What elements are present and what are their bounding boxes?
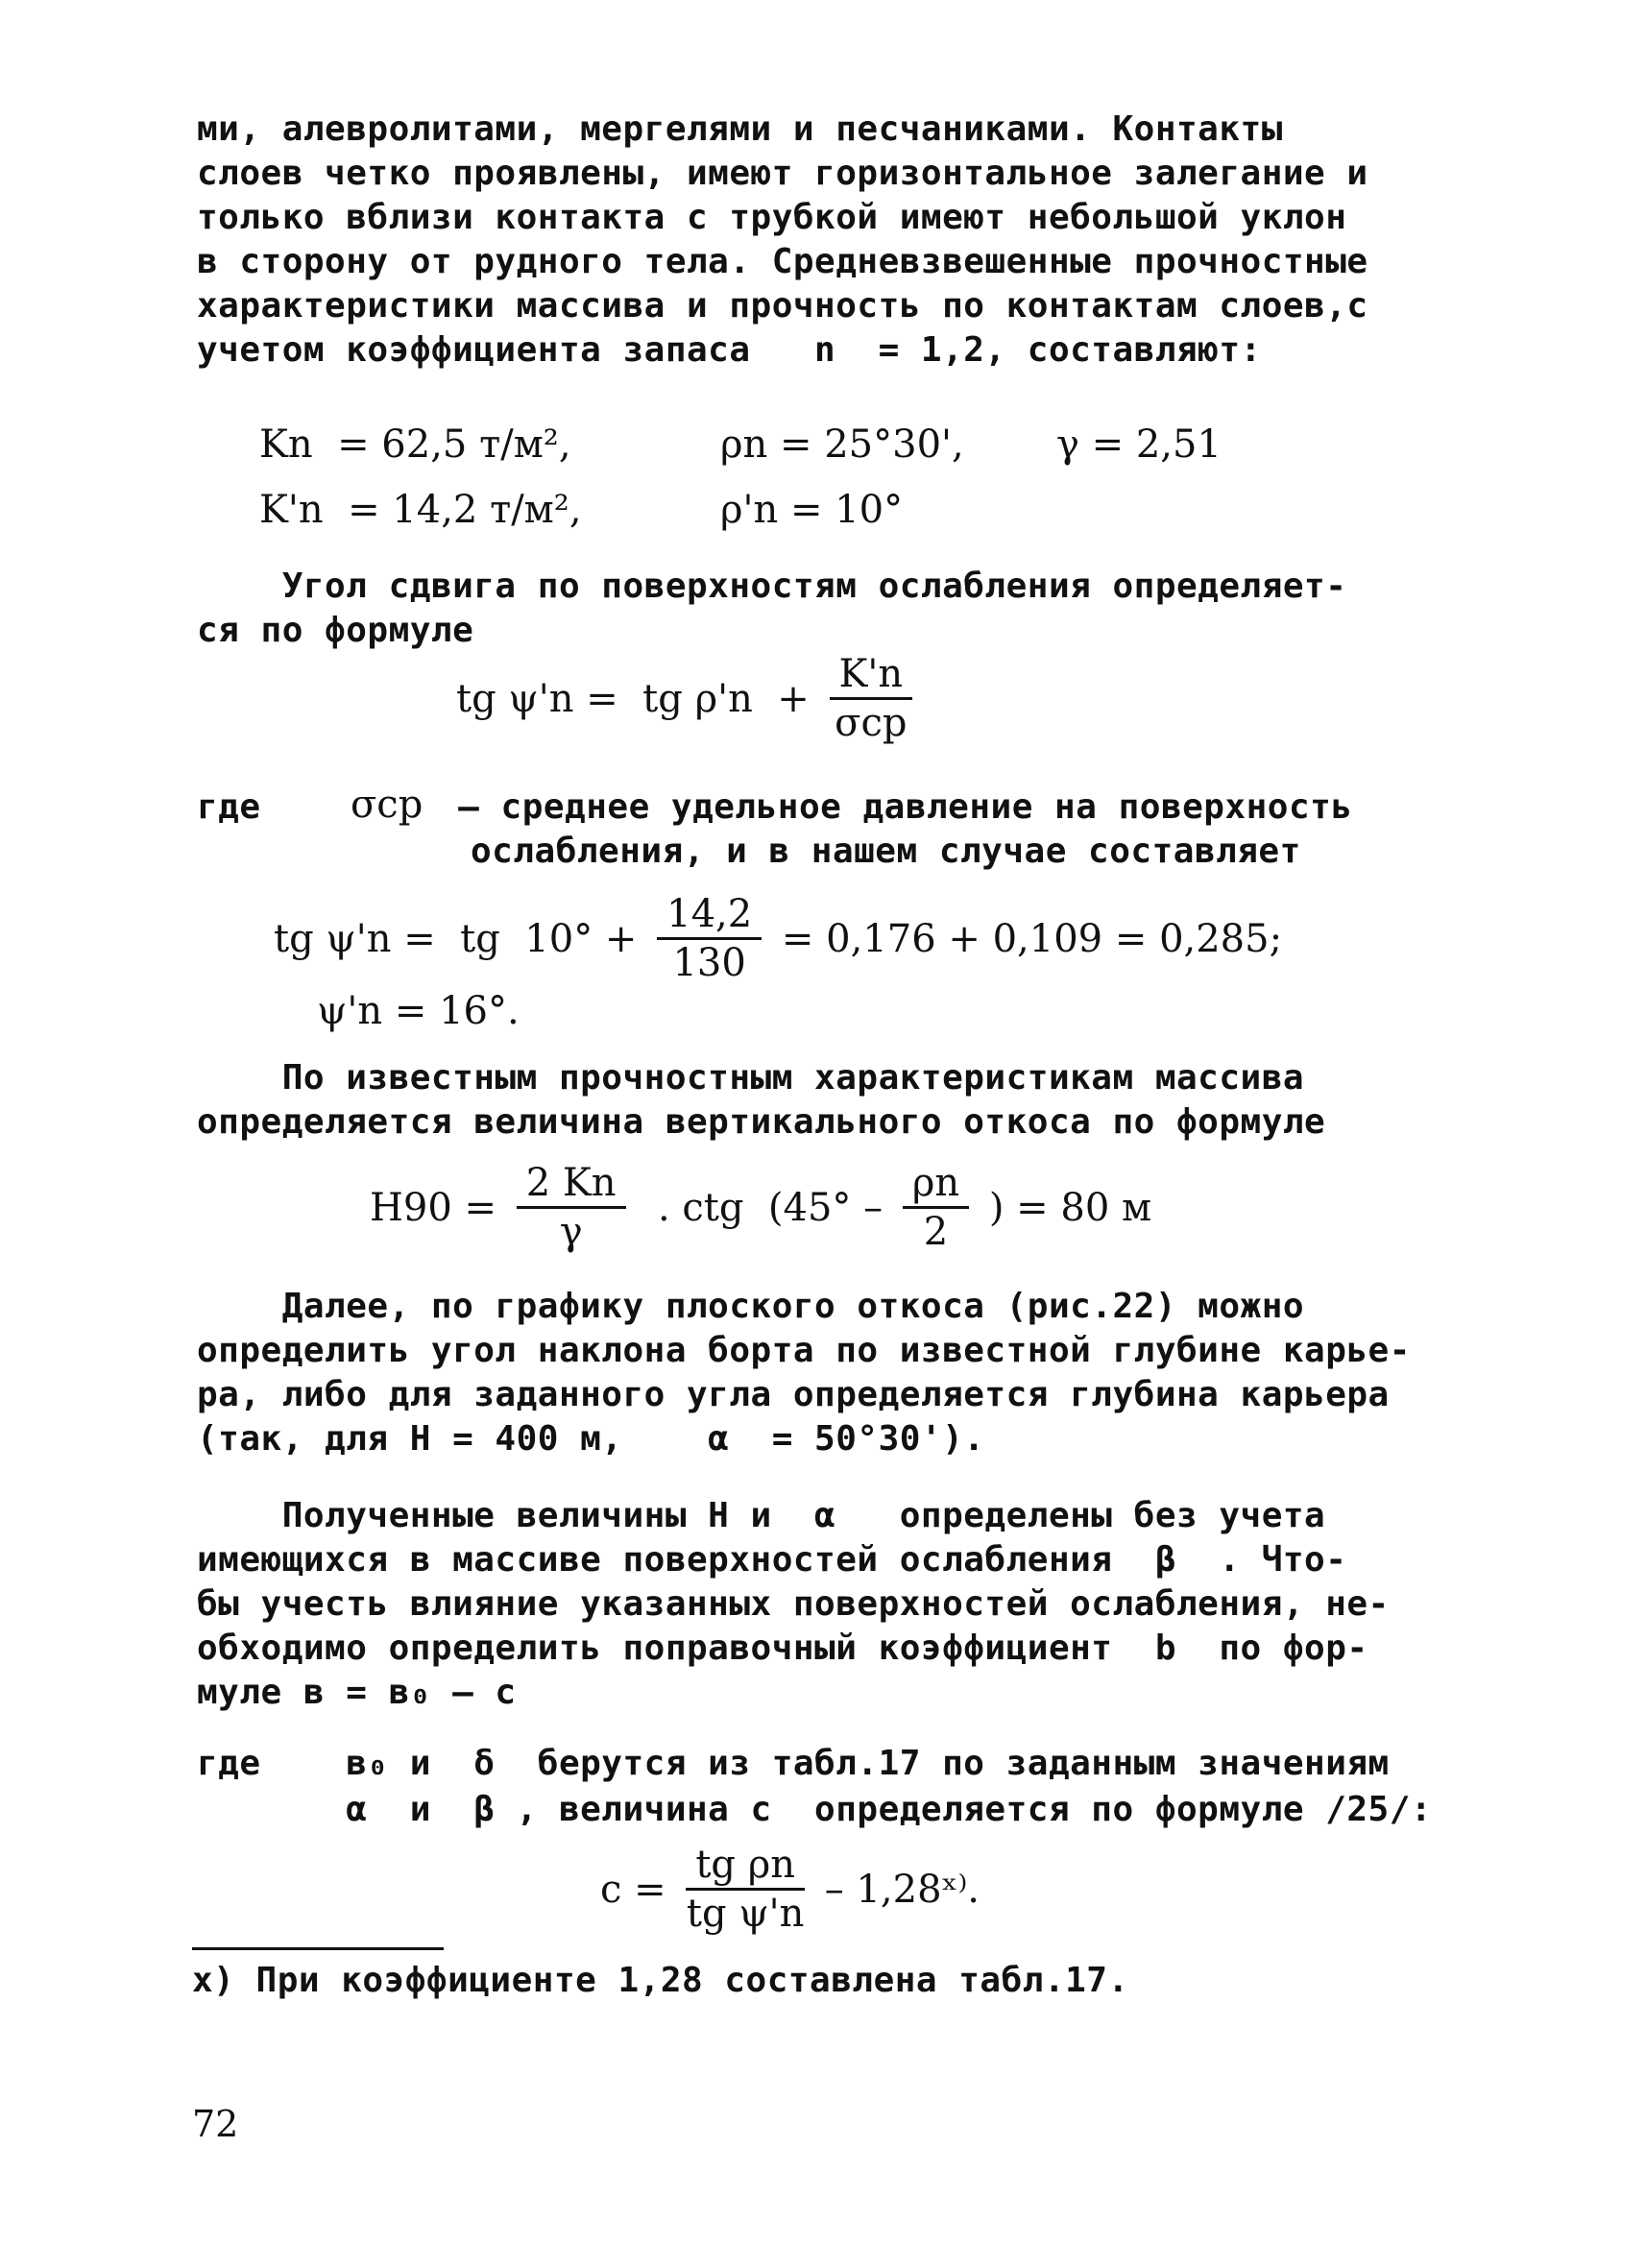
text-line: ра, либо для заданного угла определяется глубина карьера	[197, 1375, 1390, 1414]
formula-result: ψ'n = 16°.	[317, 989, 520, 1033]
formula-c	[600, 1844, 980, 1935]
param-rho-prime: ρ'n = 10°	[720, 488, 904, 532]
denominator: σcp	[835, 701, 908, 745]
sigma-symbol: σcp	[351, 783, 424, 827]
numerator: K'n	[830, 653, 913, 700]
formula-right: = 0,176 + 0,109 = 0,285;	[769, 916, 1283, 961]
param-rho: ρn = 25°30',	[720, 422, 964, 467]
text-line: муле в = в₀ – с	[197, 1673, 517, 1712]
numerator: 2 Kn	[517, 1162, 626, 1209]
text-line: (так, для H = 400 м, α = 50°30').	[197, 1419, 985, 1459]
text-line: характеристики массива и прочность по контактам слоев,с	[197, 286, 1368, 326]
text-line: где в₀ и δ берутся из табл.17 по заданным значениям	[197, 1744, 1390, 1783]
footnote-rule	[192, 1947, 444, 1950]
page-number: 72	[192, 2103, 239, 2145]
footnote: x) При коэффициенте 1,28 составлена табл.17.	[192, 1961, 1129, 2000]
formula-left: H90 =	[370, 1185, 509, 1230]
where-label: где	[197, 787, 261, 827]
text-line: – среднее удельное давление на поверхность	[437, 787, 1353, 827]
fraction	[686, 1844, 805, 1935]
formula-mid: . ctg (45° –	[633, 1185, 895, 1230]
formula-left: tg ψ'n = tg ρ'n +	[456, 676, 822, 721]
formula-tg-calc	[274, 893, 1282, 984]
text-line: α и β , величина с определяется по формуле /25/:	[197, 1790, 1433, 1829]
formula-shear-angle	[456, 653, 920, 744]
text-line: определить угол наклона борта по известной глубине карье-	[197, 1331, 1411, 1370]
param-gamma: γ = 2,51	[1056, 422, 1222, 467]
fraction	[903, 1162, 969, 1253]
text-line: бы учесть влияние указанных поверхностей ослабления, не-	[197, 1584, 1390, 1624]
denominator: tg ψ'n	[686, 1892, 805, 1936]
denominator: 130	[672, 941, 746, 985]
text-line: Угол сдвига по поверхностям ослабления определяет-	[197, 567, 1347, 606]
text-line: ми, алевролитами, мергелями и песчаниками. Контакты	[197, 109, 1283, 149]
formula-h90	[370, 1162, 1151, 1253]
text-line: По известным прочностным характеристикам массива	[197, 1058, 1305, 1098]
param-kn-prime: K'n = 14,2 т/м²,	[259, 488, 594, 532]
fraction	[830, 653, 913, 744]
fraction	[517, 1162, 626, 1253]
text-line: определяется величина вертикального откоса по формуле	[197, 1102, 1326, 1142]
denominator: 2	[923, 1210, 949, 1254]
formula-left: tg ψ'n = tg 10° +	[274, 916, 650, 961]
text-line: в сторону от рудного тела. Средневзвешенные прочностные	[197, 242, 1368, 281]
numerator: tg ρn	[686, 1844, 805, 1891]
text-line: Полученные величины H и α определены без учета	[197, 1496, 1326, 1535]
text-line: имеющихся в массиве поверхностей ослабления β . Что-	[197, 1540, 1347, 1580]
param-kn: Kn = 62,5 т/м²,	[259, 422, 584, 467]
formula-left: c =	[600, 1867, 679, 1912]
formula-right: ) = 80 м	[977, 1185, 1152, 1230]
denominator: γ	[559, 1210, 583, 1254]
text-line: только вблизи контакта с трубкой имеют небольшой уклон	[197, 198, 1347, 237]
formula-right: – 1,28ˣ⁾.	[812, 1867, 980, 1912]
fraction	[657, 893, 762, 984]
numerator: 14,2	[657, 893, 762, 940]
text-line: слоев четко проявлены, имеют горизонтальное залегание и	[197, 154, 1368, 193]
numerator: ρn	[903, 1162, 969, 1209]
text-line: ся по формуле	[197, 611, 474, 650]
text-line: учетом коэффициента запаса n = 1,2, составляют:	[197, 330, 1262, 370]
text-line: обходимо определить поправочный коэффициент b по фор-	[197, 1629, 1368, 1668]
text-line: Далее, по графику плоского откоса (рис.22) можно	[197, 1287, 1305, 1326]
text-line: ослабления, и в нашем случае составляет	[471, 832, 1301, 871]
